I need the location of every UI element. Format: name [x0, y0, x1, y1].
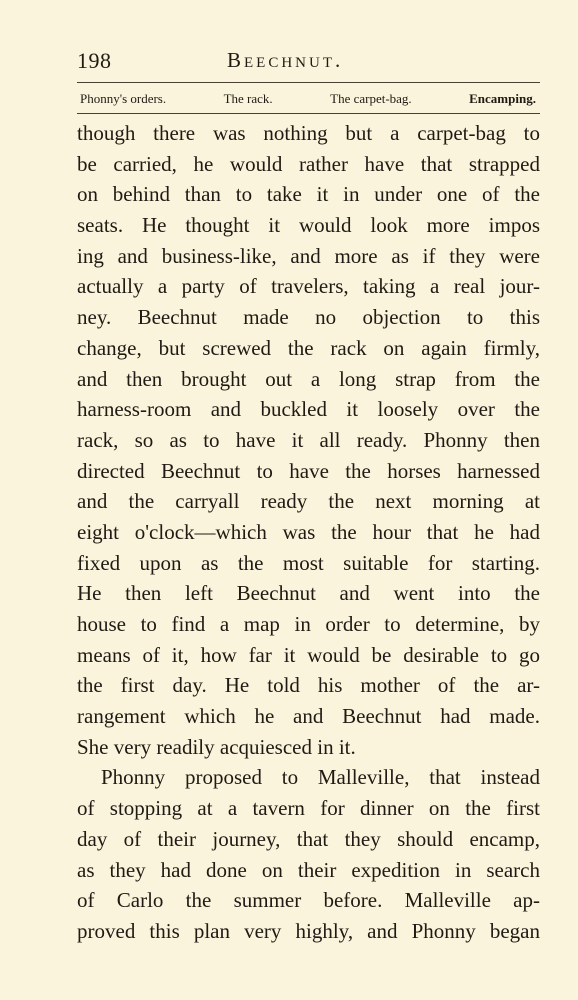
running-title: Beechnut. — [227, 48, 344, 72]
topic-heading: Phonny's orders. — [80, 91, 167, 106]
header-rule-bottom — [77, 113, 540, 114]
text-line: the first day. He told his mother of the ar- — [77, 673, 540, 698]
text-line: directed Beechnut to have the horses harnessed — [77, 458, 540, 483]
text-line: though there was nothing but a carpet-bag to — [77, 121, 540, 145]
text-line: eight o'clock—which was the hour that he had — [77, 519, 540, 544]
text-line: Phonny proposed to Malleville, that instead — [101, 765, 540, 790]
text-line: She very readily acquiesced in it. — [77, 734, 356, 759]
text-line: house to find a map in order to determine, by — [77, 612, 540, 636]
text-line: rack, so as to have it all ready. Phonny then — [77, 427, 540, 452]
topic-heading: Encamping. — [469, 91, 536, 106]
text-line: and then brought out a long strap from the — [77, 366, 540, 391]
text-line: ney. Beechnut made no objection to this — [77, 305, 540, 330]
text-line: ing and business-like, and more as if they were — [77, 243, 540, 268]
topic-headings — [80, 88, 536, 110]
text-line: He then left Beechnut and went into the — [77, 581, 540, 606]
text-line: change, but screwed the rack on again firmly, — [77, 335, 540, 360]
topic-heading: The carpet-bag. — [330, 91, 412, 106]
text-line: fixed upon as the most suitable for starting. — [77, 550, 540, 575]
text-line: harness-room and buckled it loosely over the — [77, 397, 540, 422]
text-line: of stopping at a tavern for dinner on the first — [77, 796, 540, 821]
body-text — [77, 118, 540, 947]
page-header — [77, 46, 540, 78]
text-line: proved this plan very highly, and Phonny began — [77, 918, 540, 943]
text-line: seats. He thought it would look more impos — [77, 213, 540, 238]
text-line: day of their journey, that they should encamp, — [77, 826, 540, 851]
text-line: rangement which he and Beechnut had made. — [77, 704, 540, 729]
text-line: actually a party of travelers, taking a real jour- — [77, 274, 540, 299]
text-line: means of it, how far it would be desirable to go — [77, 642, 540, 667]
topic-heading: The rack. — [223, 91, 273, 106]
page-number: 198 — [77, 48, 112, 73]
text-line: and the carryall ready the next morning at — [77, 489, 540, 514]
text-line: on behind than to take it in under one of the — [77, 182, 540, 207]
text-line: of Carlo the summer before. Malleville ap- — [77, 888, 540, 913]
text-line: be carried, he would rather have that strapped — [77, 151, 540, 176]
text-line: as they had done on their expedition in search — [77, 857, 540, 882]
header-rule-top — [77, 82, 540, 83]
